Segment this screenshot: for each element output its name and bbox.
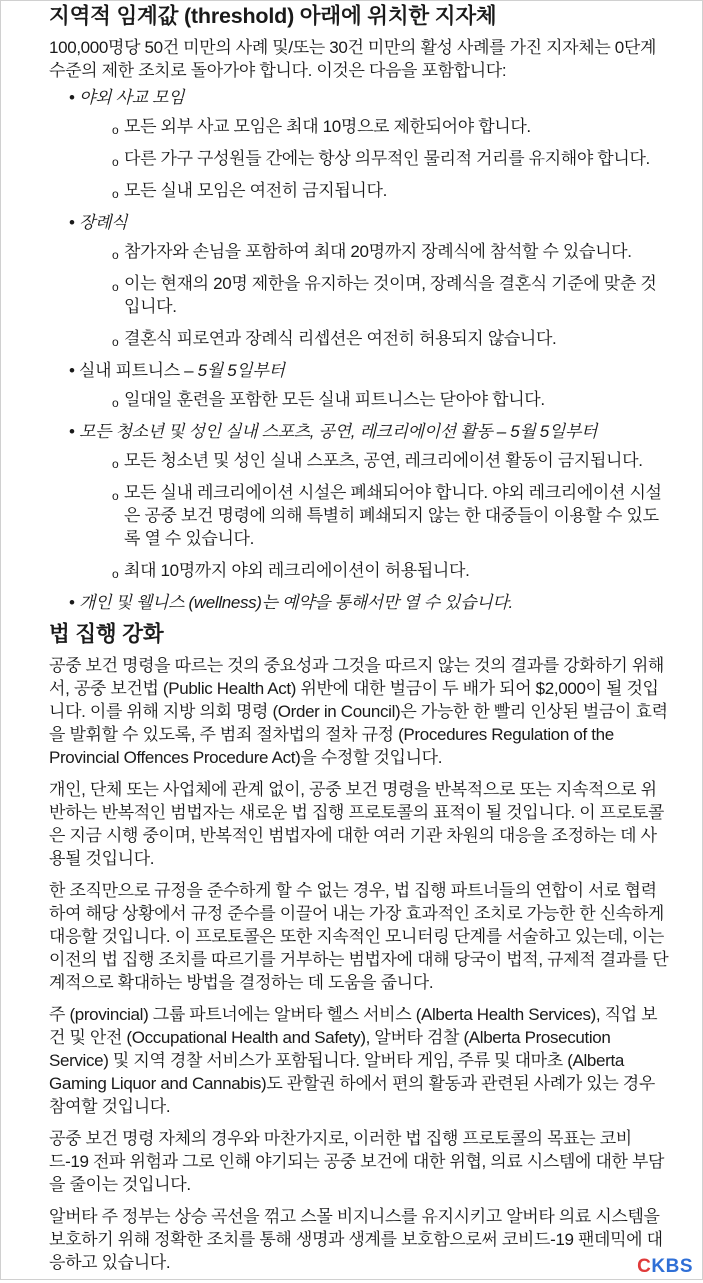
paragraph: 한 조직만으로 규정을 준수하게 할 수 없는 경우, 법 집행 파트너들의 연합이 서로 협력하여 해당 상황에서 규정 준수를 이끌어 내는 가장 효과적인 조치로 가능한 한 신속하게 대응할 것입니다. 이 프로토콜은 또한 지속적인 모니터링 단계를 서술하고 있는데, 이는 이전의 법 집행 조치를 따르기를 거부하는 범법자에 대해 당국이 법적, 규제적 결과를 단계적으로 확대하는 방법을 결정하는 데 도움을 줍니다. bbox=[49, 881, 669, 992]
section-threshold-title: 지역적 임계값 (threshold) 아래에 위치한 지자체 bbox=[49, 4, 497, 28]
circle-bullet-icon: o bbox=[112, 457, 119, 471]
list-item-indoor-sports bbox=[49, 420, 669, 582]
list-item-head: 장례식 bbox=[79, 213, 128, 232]
list-item-wellness bbox=[49, 591, 669, 614]
circle-bullet-icon: o bbox=[112, 155, 119, 169]
paragraph: 주 (provincial) 그룹 파트너에는 알버타 헬스 서비스 (Alberta Health Services), 직업 보건 및 안전 (Occupational Health and Safety), 알버타 검찰 (Alberta Prosecution Service) 및 지역 경찰 서비스가 포함됩니다. 알버타 게임, 주류 및 대마초 (Alberta Gaming Liquor and Cannabis)도 관할권 하에서 편의 활동과 관련된 사례가 있는 경우 참여할 것입니다. bbox=[49, 1005, 658, 1116]
list-item-funerals bbox=[49, 211, 669, 350]
bullet-icon: • bbox=[69, 593, 75, 612]
circle-bullet-icon: o bbox=[112, 187, 119, 201]
circle-bullet-icon: o bbox=[112, 248, 119, 262]
paragraph: 알버타 주 정부는 상승 곡선을 꺾고 스몰 비지니스를 유지시키고 알버타 의료 시스템을 보호하기 위해 정확한 조치를 통해 생명과 생계를 보호함으로써 코비드-19 팬데믹에 대응하고 있습니다. bbox=[49, 1207, 663, 1272]
restriction-list bbox=[49, 86, 669, 614]
circle-bullet-icon: o bbox=[112, 335, 119, 349]
circle-bullet-icon: o bbox=[112, 489, 119, 503]
list-item-head: 모든 청소년 및 성인 실내 스포츠, 공연, 레크리에이션 활동 – 5월 5일부터 bbox=[79, 422, 598, 441]
list-item-head: 개인 및 웰니스 (wellness)는 예약을 통해서만 열 수 있습니다. bbox=[79, 593, 513, 612]
sub-item: o 모든 청소년 및 성인 실내 스포츠, 공연, 레크리에이션 활동이 금지됩니다. bbox=[79, 449, 669, 472]
circle-bullet-icon: o bbox=[112, 123, 119, 137]
circle-bullet-icon: o bbox=[112, 567, 119, 581]
sub-item: o 모든 실내 레크리에이션 시설은 폐쇄되어야 합니다. 야외 레크리에이션 시설은 공중 보건 명령에 의해 특별히 폐쇄되지 않는 한 대중들이 이용할 수 있도록 열 수 있습니다. bbox=[112, 483, 662, 548]
sub-item: o 다른 가구 구성원들 간에는 항상 의무적인 물리적 거리를 유지해야 합니다. bbox=[79, 147, 669, 170]
sub-item: o 결혼식 피로연과 장례식 리셉션은 여전히 허용되지 않습니다. bbox=[79, 327, 669, 350]
article-body bbox=[49, 0, 669, 1283]
section-enforcement-title: 법 집행 강화 bbox=[49, 622, 164, 646]
list-item-indoor-fitness bbox=[49, 359, 669, 411]
paragraph: 개인, 단체 또는 사업체에 관계 없이, 공중 보건 명령을 반복적으로 또는 지속적으로 위반하는 반복적인 범법자는 새로운 법 집행 프로토콜의 표적이 될 것입니다. 이 프로토콜은 지금 시행 중이며, 반복적인 범법자에 대한 여러 기관 차원의 대응을 조정하는 데 사용될 것입니다. bbox=[49, 780, 664, 868]
list-item-head: 실내 피트니스 – 5월 5일부터 bbox=[79, 361, 285, 380]
circle-bullet-icon: o bbox=[112, 280, 119, 294]
bullet-icon: • bbox=[69, 213, 75, 232]
kbs-logo: CKBS bbox=[637, 1256, 693, 1277]
bullet-icon: • bbox=[69, 361, 75, 380]
list-item-outdoor-gatherings bbox=[49, 86, 669, 202]
sub-item: o 참가자와 손님을 포함하여 최대 20명까지 장례식에 참석할 수 있습니다. bbox=[79, 240, 669, 263]
sub-item: o 최대 10명까지 야외 레크리에이션이 허용됩니다. bbox=[79, 559, 669, 582]
paragraph: 공중 보건 명령 자체의 경우와 마찬가지로, 이러한 법 집행 프로토콜의 목표는 코비드-19 전파 위험과 그로 인해 야기되는 공중 보건에 대한 위협, 의료 시스템에 대한 부담을 줄이는 것입니다. bbox=[49, 1129, 665, 1194]
paragraph: 공중 보건 명령을 따르는 것의 중요성과 그것을 따르지 않는 것의 결과를 강화하기 위해서, 공중 보건법 (Public Health Act) 위반에 대한 벌금이 두 배가 되어 $2,000이 될 것입니다. 이를 위해 지방 의회 명령 (Order in Council)은 가능한 한 빨리 인상된 벌금이 효력을 발휘할 수 있도록, 주 범죄 절차법의 절차 규정 (Procedures Regulation of the Provincial Offences Procedure Act)을 수정할 것입니다. bbox=[49, 656, 668, 767]
sub-item: o 모든 외부 사교 모임은 최대 10명으로 제한되어야 합니다. bbox=[79, 115, 669, 138]
sub-item: o 일대일 훈련을 포함한 모든 실내 피트니스는 닫아야 합니다. bbox=[79, 388, 669, 411]
circle-bullet-icon: o bbox=[112, 396, 119, 410]
sub-item: o 이는 현재의 20명 제한을 유지하는 것이며, 장례식을 결혼식 기준에 맞춘 것입니다. bbox=[112, 274, 657, 316]
sub-item: o 모든 실내 모임은 여전히 금지됩니다. bbox=[79, 179, 669, 202]
bullet-icon: • bbox=[69, 88, 75, 107]
bullet-icon: • bbox=[69, 422, 75, 441]
list-item-head: 야외 사교 모임 bbox=[79, 88, 185, 107]
section-threshold-intro: 100,000명당 50건 미만의 사례 및/또는 30건 미만의 활성 사례를 가진 지자체는 0단계 수준의 제한 조치로 돌아가야 합니다. 이것은 다음을 포함합니다: bbox=[49, 38, 657, 80]
